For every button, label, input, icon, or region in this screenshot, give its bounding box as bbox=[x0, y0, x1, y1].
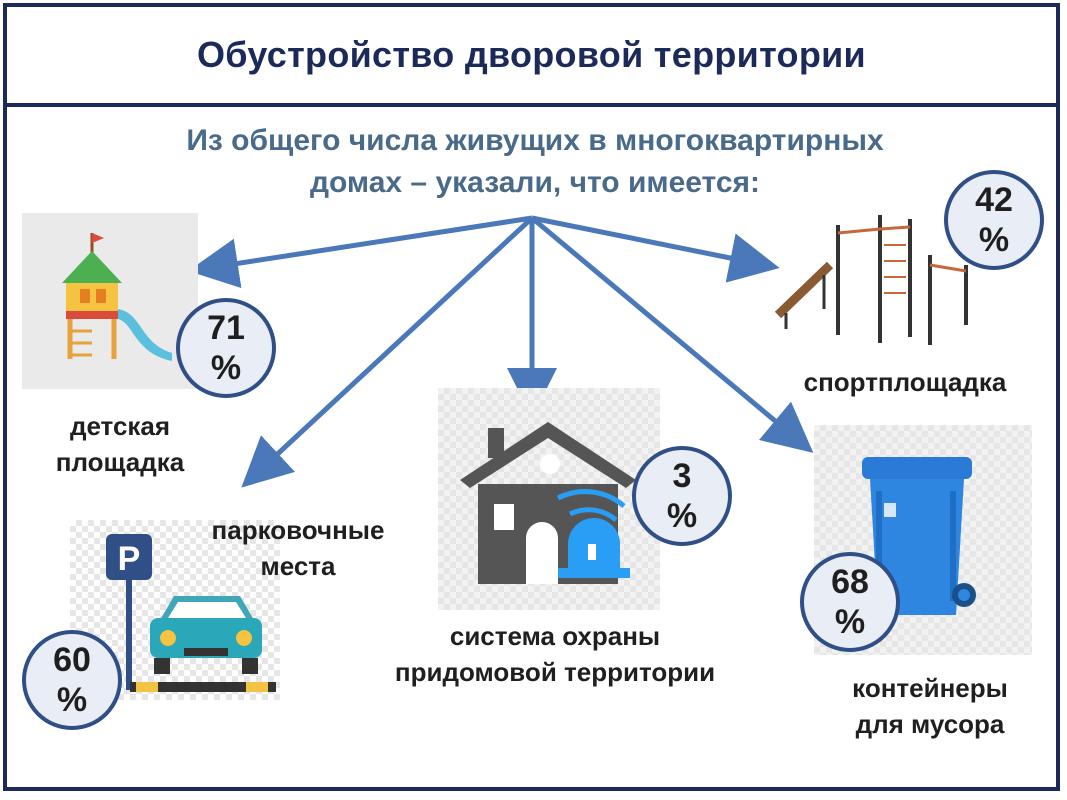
label-playground-line-2: площадка bbox=[55, 447, 185, 477]
badge-sports bbox=[944, 170, 1044, 270]
playground-icon bbox=[22, 213, 198, 389]
page-title: Обустройство дворовой территории bbox=[197, 34, 866, 75]
subtitle-line-1: Из общего числа живущих в многоквартирных bbox=[186, 124, 884, 157]
label-containers-line-1: контейнеры bbox=[852, 673, 1008, 703]
label-sports-line-1: спортплощадка bbox=[803, 367, 1007, 397]
badge-parking-value: 60 bbox=[53, 641, 91, 679]
label-parking-line-1: парковочные bbox=[211, 515, 385, 545]
badge-security-unit: % bbox=[666, 497, 698, 535]
badge-security-value: 3 bbox=[672, 457, 692, 495]
label-security-line-2: придомовой территории bbox=[394, 657, 716, 687]
arrow-sports bbox=[532, 218, 760, 264]
svg-text:P: P bbox=[117, 540, 141, 578]
badge-containers-value: 68 bbox=[831, 563, 869, 601]
badge-parking bbox=[22, 630, 122, 730]
badge-containers bbox=[800, 552, 900, 652]
badge-playground-unit: % bbox=[210, 349, 242, 387]
label-containers-line-2: для мусора bbox=[855, 709, 1005, 739]
label-parking bbox=[178, 512, 418, 584]
label-parking-line-2: места bbox=[260, 551, 336, 581]
label-playground bbox=[10, 408, 230, 480]
badge-playground-value: 71 bbox=[207, 309, 245, 347]
badge-sports-value: 42 bbox=[975, 181, 1013, 219]
label-security bbox=[340, 618, 770, 690]
badge-security bbox=[632, 446, 732, 546]
badge-containers-unit: % bbox=[834, 603, 866, 641]
subtitle-line-2: домах – указали, что имеется: bbox=[309, 166, 761, 199]
label-containers bbox=[810, 670, 1050, 742]
label-playground-line-1: детская bbox=[69, 411, 171, 441]
label-security-line-1: система охраны bbox=[449, 621, 661, 651]
label-sports bbox=[770, 364, 1040, 400]
badge-parking-unit: % bbox=[56, 681, 88, 719]
badge-sports-unit: % bbox=[978, 221, 1010, 259]
house-security-icon bbox=[438, 388, 660, 610]
badge-playground bbox=[176, 298, 276, 398]
